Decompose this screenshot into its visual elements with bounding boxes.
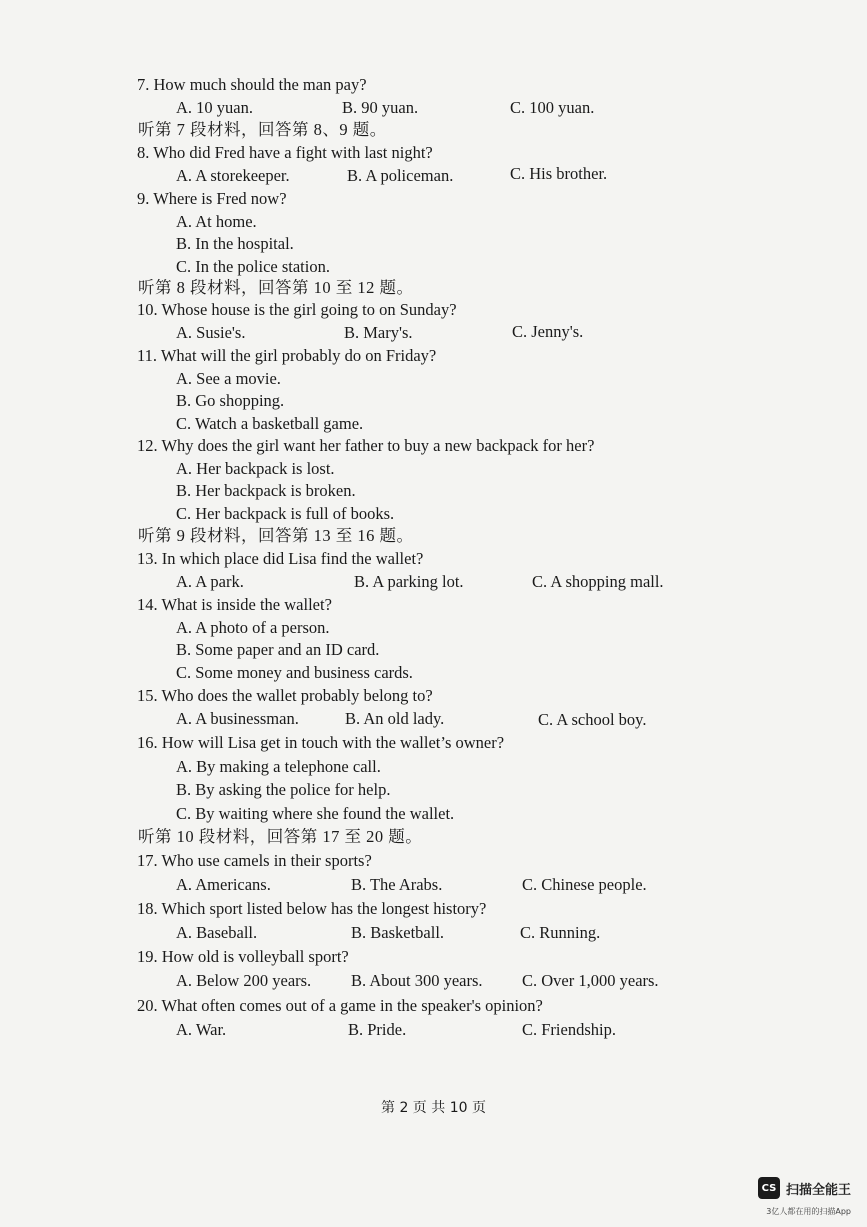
question-18: 18. Which sport listed below has the longest history? — [137, 899, 487, 918]
q9-option-c: C. In the police station. — [176, 257, 330, 276]
q18-option-b: B. Basketball. — [351, 923, 445, 942]
q13-option-a: A. A park. — [176, 572, 244, 591]
question-20: 20. What often comes out of a game in the speaker's opinion? — [137, 996, 543, 1015]
q8-option-a: A. A storekeeper. — [176, 166, 290, 185]
question-15: 15. Who does the wallet probably belong to? — [137, 686, 433, 705]
q16-option-a: A. By making a telephone call. — [176, 757, 381, 776]
question-11: 11. What will the girl probably do on Friday? — [137, 346, 437, 365]
q8-option-c: C. His brother. — [510, 164, 608, 183]
scanner-brand: 扫描全能王 — [785, 1182, 851, 1198]
q10-option-a: A. Susie's. — [176, 323, 246, 342]
question-19: 19. How old is volleyball sport? — [137, 947, 349, 966]
question-12: 12. Why does the girl want her father to buy a new backpack for her? — [137, 436, 595, 455]
q19-option-b: B. About 300 years. — [351, 971, 483, 990]
q19-option-c: C. Over 1,000 years. — [522, 971, 659, 990]
question-17: 17. Who use camels in their sports? — [137, 851, 372, 870]
q8-option-b: B. A policeman. — [347, 166, 454, 185]
q12-option-c: C. Her backpack is full of books. — [176, 504, 395, 523]
q19-option-a: A. Below 200 years. — [176, 971, 312, 990]
section-heading-9: 听第 9 段材料，回答第 13 至 16 题。 — [138, 526, 414, 545]
q15-option-a: A. A businessman. — [176, 709, 299, 728]
q13-option-c: C. A shopping mall. — [532, 572, 664, 591]
question-14: 14. What is inside the wallet? — [137, 595, 332, 614]
q7-option-a: A. 10 yuan. — [176, 98, 253, 117]
q17-option-c: C. Chinese people. — [522, 875, 647, 894]
q18-option-a: A. Baseball. — [176, 923, 258, 942]
q14-option-a: A. A photo of a person. — [176, 618, 330, 637]
q18-option-c: C. Running. — [520, 923, 601, 942]
q11-option-b: B. Go shopping. — [176, 391, 285, 410]
question-9: 9. Where is Fred now? — [137, 189, 287, 208]
q7-option-b: B. 90 yuan. — [342, 98, 419, 117]
q14-option-c: C. Some money and business cards. — [176, 663, 413, 682]
question-13: 13. In which place did Lisa find the wallet? — [137, 549, 424, 568]
q20-option-a: A. War. — [176, 1020, 227, 1039]
q11-option-c: C. Watch a basketball game. — [176, 414, 364, 433]
q9-option-b: B. In the hospital. — [176, 234, 294, 253]
q13-option-b: B. A parking lot. — [354, 572, 464, 591]
section-heading-8: 听第 8 段材料，回答第 10 至 12 题。 — [138, 278, 414, 297]
question-10: 10. Whose house is the girl going to on Sunday? — [137, 300, 457, 319]
question-8: 8. Who did Fred have a fight with last night? — [137, 143, 433, 162]
question-16: 16. How will Lisa get in touch with the wallet’s owner? — [137, 733, 505, 752]
question-7: 7. How much should the man pay? — [137, 75, 367, 94]
scanner-tagline: 3亿人都在用的扫描App — [766, 1207, 851, 1216]
section-heading-7: 听第 7 段材料，回答第 8、9 题。 — [138, 120, 387, 139]
q20-option-b: B. Pride. — [348, 1020, 407, 1039]
camscanner-logo-icon: CS — [758, 1177, 780, 1199]
q7-option-c: C. 100 yuan. — [510, 98, 595, 117]
scanner-watermark — [758, 1177, 851, 1199]
section-heading-10: 听第 10 段材料，回答第 17 至 20 题。 — [138, 827, 423, 846]
q10-option-c: C. Jenny's. — [512, 322, 584, 341]
q11-option-a: A. See a movie. — [176, 369, 281, 388]
q15-option-c: C. A school boy. — [538, 710, 647, 729]
q20-option-c: C. Friendship. — [522, 1020, 616, 1039]
q16-option-b: B. By asking the police for help. — [176, 780, 391, 799]
q12-option-a: A. Her backpack is lost. — [176, 459, 335, 478]
q17-option-a: A. Americans. — [176, 875, 271, 894]
q14-option-b: B. Some paper and an ID card. — [176, 640, 380, 659]
q16-option-c: C. By waiting where she found the wallet. — [176, 804, 455, 823]
q10-option-b: B. Mary's. — [344, 323, 413, 342]
q17-option-b: B. The Arabs. — [351, 875, 443, 894]
page-number: 第 2 页 共 10 页 — [381, 1100, 486, 1116]
q12-option-b: B. Her backpack is broken. — [176, 481, 356, 500]
q15-option-b: B. An old lady. — [345, 709, 445, 728]
q9-option-a: A. At home. — [176, 212, 257, 231]
